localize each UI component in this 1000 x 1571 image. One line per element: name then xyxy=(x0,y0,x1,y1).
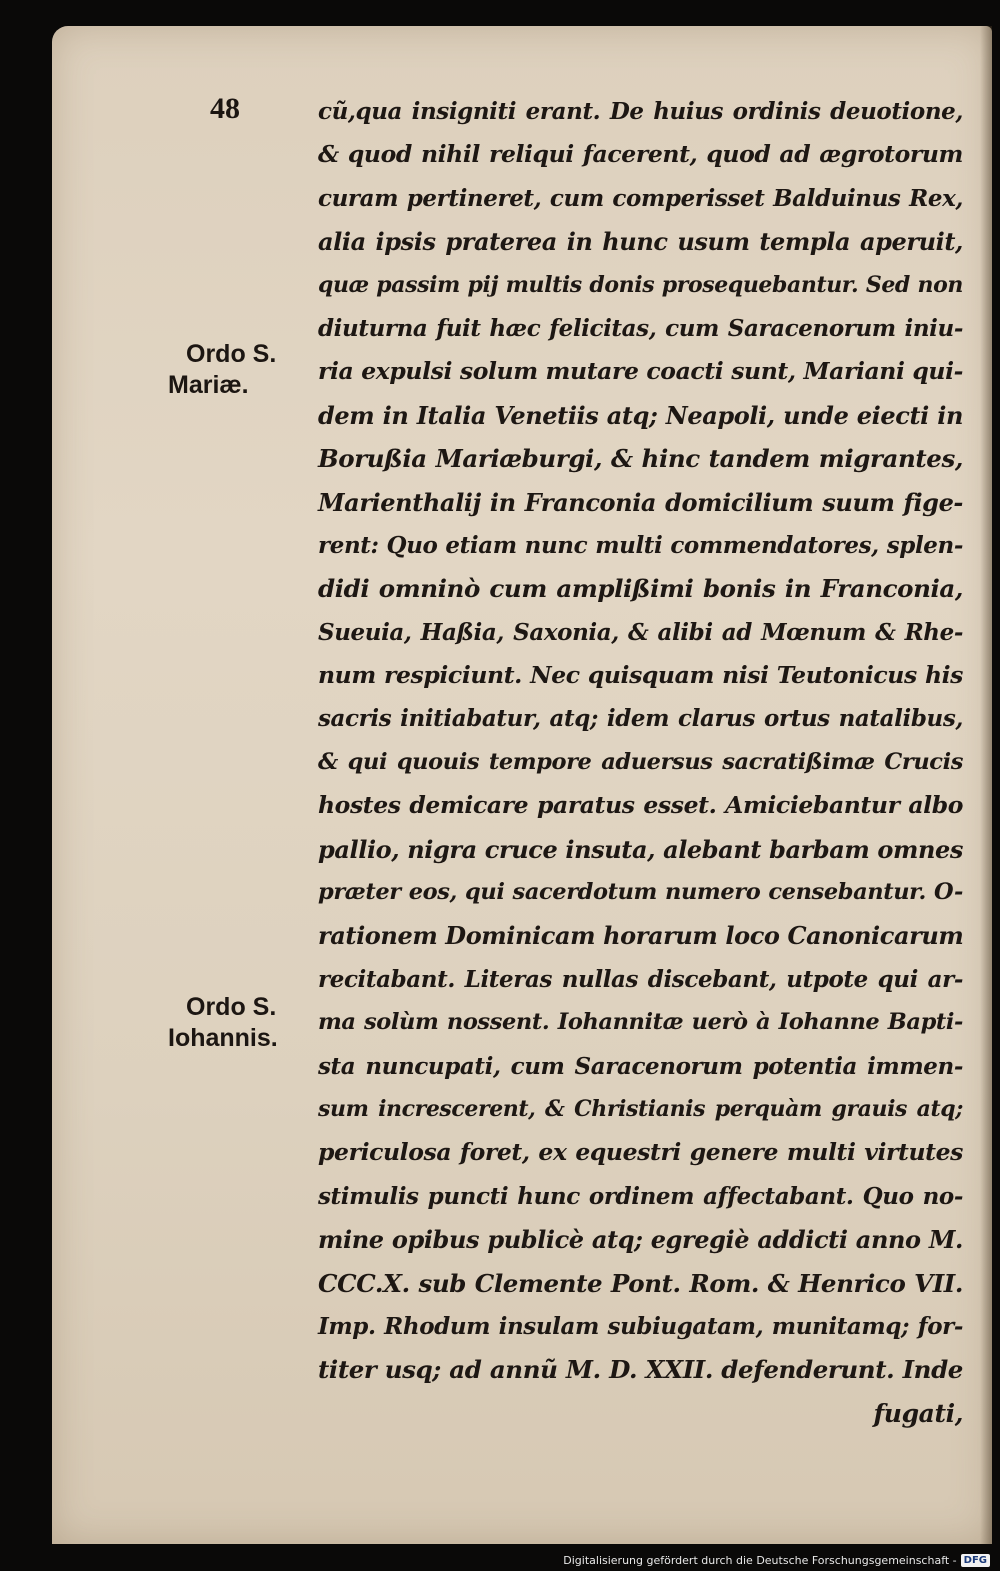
text-line: ma solùm nossent. Iohannitæ uerò à Iohanne Bapti- xyxy=(318,1009,963,1036)
text-line: Borußia Mariæburgi, & hinc tandem migrantes, xyxy=(318,444,963,474)
text-line: alia ipsis praterea in hunc usum templa aperuit, xyxy=(318,227,963,257)
margin-note-line: Ordo S. xyxy=(186,993,277,1021)
text-line: quæ passim pij multis donis prosequebantur. Sed non xyxy=(318,271,963,298)
text-line: mine opibus publicè atq; egregiè addicti anno M. xyxy=(318,1225,963,1255)
page-edge-shadow xyxy=(980,26,992,1544)
body-text xyxy=(318,90,963,1435)
text-line: curam pertineret, cum comperisset Balduinus Rex, xyxy=(318,184,963,212)
margin-note-ordo-iohannis xyxy=(168,992,278,1054)
margin-note-line: Iohannis. xyxy=(168,1024,278,1052)
text-line: rationem Dominicam horarum loco Canonicarum xyxy=(318,921,964,951)
text-line: & quod nihil reliqui facerent, quod ad ægrotorum xyxy=(318,140,963,169)
margin-note-ordo-mariae xyxy=(168,339,276,401)
text-line: Marienthalij in Franconia domicilium suum fige- xyxy=(318,487,963,517)
text-line: num respiciunt. Nec quisquam nisi Teutonicus his xyxy=(318,661,963,690)
text-line: Sueuia, Haßia, Saxonia, & alibi ad Mœnum & Rhe- xyxy=(318,618,963,646)
page-number: 48 xyxy=(210,92,240,125)
text-line: titer usq; ad annũ M. D. XXII. defenderunt. Inde xyxy=(318,1355,963,1385)
text-line: sacris initiabatur, atq; idem clarus ortus natalibus, xyxy=(318,705,963,733)
digitization-credit xyxy=(563,1554,990,1567)
text-line: præter eos, qui sacerdotum numero censebantur. O- xyxy=(318,879,963,906)
text-line: sta nuncupati, cum Saracenorum potentia immen- xyxy=(318,1052,963,1080)
text-line: CCC.X. sub Clemente Pont. Rom. & Henrico VII. xyxy=(318,1268,963,1298)
text-line: didi omninò cum amplißimi bonis in Franconia, xyxy=(318,574,963,604)
text-line: recitabant. Literas nullas discebant, utpote qui ar- xyxy=(318,965,963,993)
text-line: sum increscerent, & Christianis perquàm grauis atq; xyxy=(318,1095,963,1122)
dfg-logo: DFG xyxy=(961,1554,990,1567)
margin-note-line: Mariæ. xyxy=(168,371,249,399)
catchword: fugati, xyxy=(873,1398,963,1428)
text-line: & qui quouis tempore aduersus sacratißimæ Crucis xyxy=(318,748,963,775)
text-line: diuturna fuit hæc felicitas, cum Saracenorum iniu- xyxy=(318,314,963,342)
text-line: hostes demicare paratus esset. Amiciebantur albo xyxy=(318,791,963,820)
credit-text: Digitalisierung gefördert durch die Deutsche Forschungsgemeinschaft - xyxy=(563,1554,957,1567)
text-line: pallio, nigra cruce insuta, alebant barbam omnes xyxy=(318,834,963,864)
text-line: rent: Quo etiam nunc multi commendatores, splen- xyxy=(318,531,963,559)
text-line: dem in Italia Venetiis atq; Neapoli, unde eiecti in xyxy=(318,400,963,430)
text-line: cũ,qua insigniti erant. De huius ordinis deuotione, xyxy=(318,98,963,125)
text-line: stimulis puncti hunc ordinem affectabant. Quo no- xyxy=(318,1182,963,1210)
text-line: ria expulsi solum mutare coacti sunt, Mariani qui- xyxy=(318,357,963,386)
margin-note-line: Ordo S. xyxy=(186,340,277,368)
text-line: periculosa foret, ex equestri genere multi virtutes xyxy=(318,1138,963,1167)
text-line: Imp. Rhodum insulam subiugatam, munitamq; for- xyxy=(318,1312,963,1340)
